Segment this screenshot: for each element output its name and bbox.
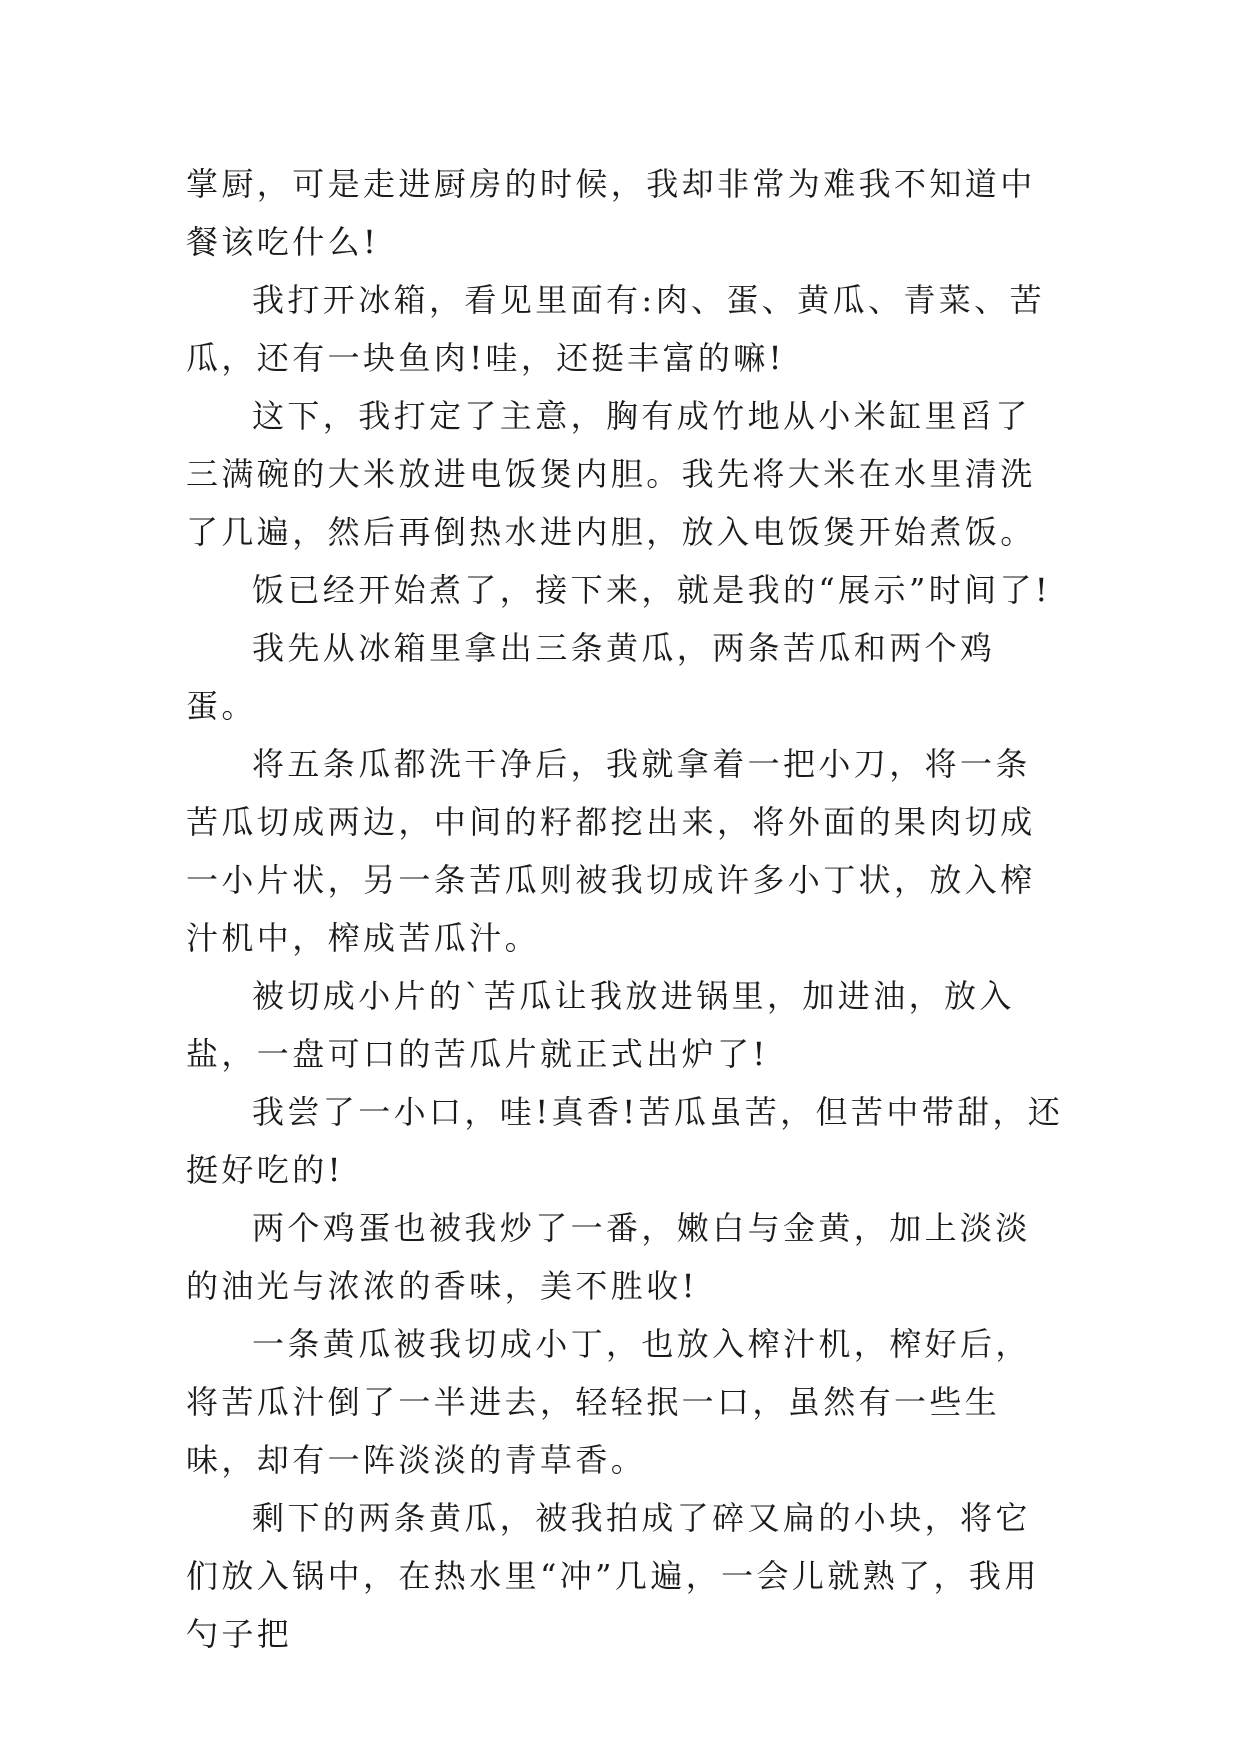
paragraph: 剩下的两条黄瓜，被我拍成了碎又扁的小块，将它们放入锅中，在热水里“冲”几遍，一会儿就熟了，我用勺子把 — [186, 1499, 1040, 1653]
paragraph: 两个鸡蛋也被我炒了一番，嫩白与金黄，加上淡淡的油光与浓浓的香味，美不胜收! — [186, 1209, 1031, 1305]
paragraph: 掌厨，可是走进厨房的时候，我却非常为难我不知道中餐该吃什么! — [186, 165, 1036, 261]
paragraph: 一条黄瓜被我切成小丁，也放入榨汁机，榨好后，将苦瓜汁倒了一半进去，轻轻抿一口，虽然有一些生味，却有一阵淡淡的青草香。 — [186, 1325, 1031, 1479]
paragraph: 这下，我打定了主意，胸有成竹地从小米缸里舀了三满碗的大米放进电饭煲内胆。我先将大米在水里清洗了几遍，然后再倒热水进内胆，放入电饭煲开始煮饭。 — [186, 397, 1036, 551]
paragraph: 将五条瓜都洗干净后，我就拿着一把小刀，将一条苦瓜切成两边，中间的籽都挖出来，将外面的果肉切成一小片状，另一条苦瓜则被我切成许多小丁状，放入榨汁机中，榨成苦瓜汁。 — [186, 745, 1036, 957]
paragraph: 被切成小片的`苦瓜让我放进锅里，加进油，放入盐，一盘可口的苦瓜片就正式出炉了! — [186, 977, 1015, 1073]
paragraph: 我尝了一小口，哇!真香!苦瓜虽苦，但苦中带甜，还挺好吃的! — [186, 1093, 1064, 1189]
paragraph: 我先从冰箱里拿出三条黄瓜，两条苦瓜和两个鸡蛋。 — [186, 629, 996, 725]
paragraph: 饭已经开始煮了，接下来，就是我的“展示”时间了! — [252, 571, 1052, 609]
body-text — [186, 155, 1066, 1663]
paragraph: 我打开冰箱，看见里面有:肉、蛋、黄瓜、青菜、苦瓜，还有一块鱼肉!哇，还挺丰富的嘛! — [186, 281, 1045, 377]
